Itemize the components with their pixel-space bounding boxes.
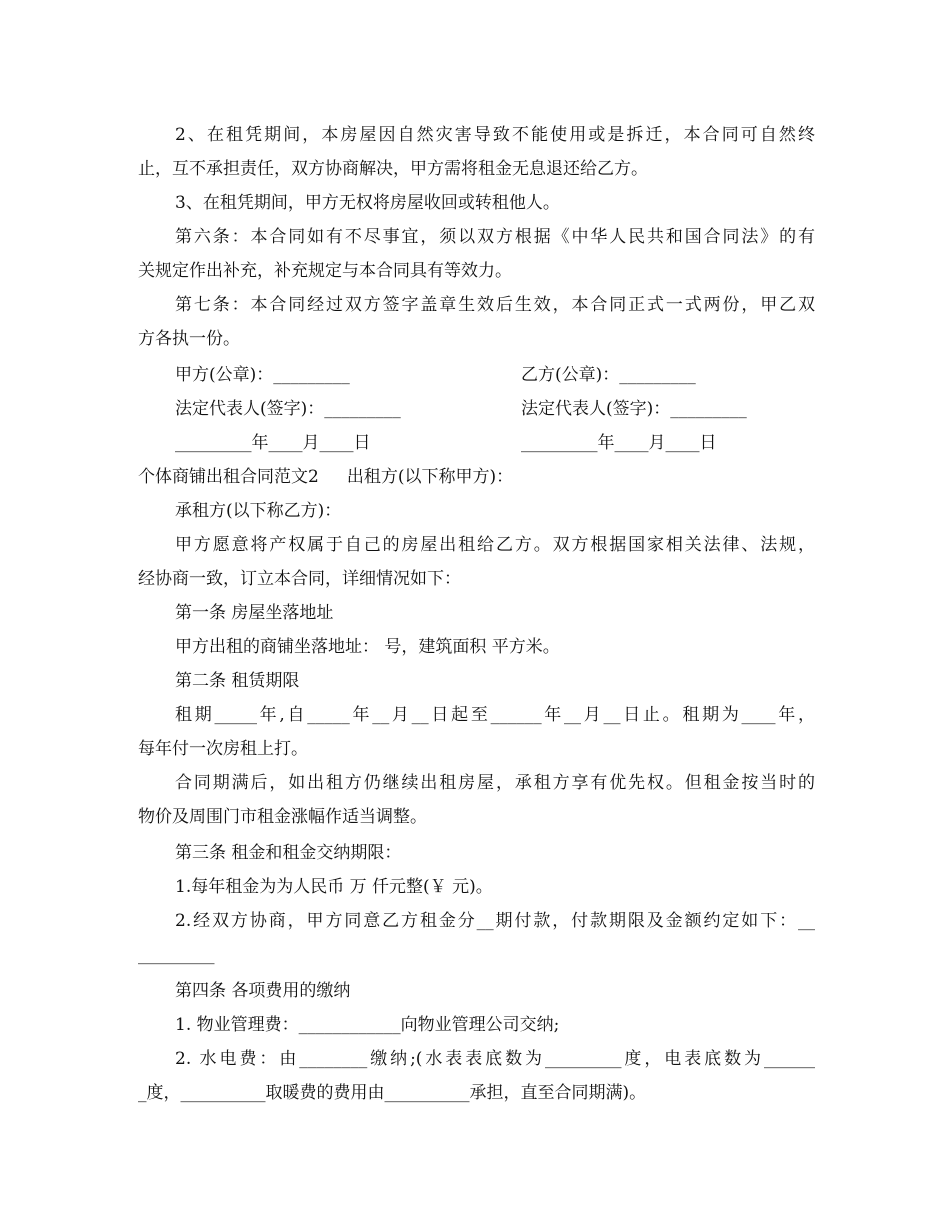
list-item-line: 2.经双方协商，甲方同意乙方租金分__期付款，付款期限及金额约定如下：__ bbox=[175, 911, 815, 931]
list-item: 1. 物业管理费：____________向物业管理公司交纳; bbox=[175, 1015, 560, 1035]
party-a-seal: 甲方(公章)：_________ bbox=[175, 365, 350, 385]
contract2-title: 个体商铺出租合同范文2 bbox=[138, 467, 319, 487]
paragraph-line: 物价及周围门市租金涨幅作适当调整。 bbox=[138, 807, 427, 827]
article-heading: 第四条 各项费用的缴纳 bbox=[175, 981, 351, 1001]
paragraph-line: 止，互不承担责任，双方协商解决，甲方需将租金无息退还给乙方。 bbox=[138, 159, 648, 179]
paragraph-line: 每年付一次房租上打。 bbox=[138, 739, 308, 759]
paragraph-line: 第六条：本合同如有不尽事宜，须以双方根据《中华人民共和国合同法》的有 bbox=[175, 227, 815, 247]
lessor-label: 出租方(以下称甲方)： bbox=[346, 467, 514, 487]
paragraph: 3、在租凭期间，甲方无权将房屋收回或转租他人。 bbox=[175, 193, 560, 213]
paragraph: 甲方出租的商铺坐落地址： 号，建筑面积 平方米。 bbox=[175, 637, 560, 657]
paragraph-line: 甲方愿意将产权属于自己的房屋出租给乙方。双方根据国家相关法律、法规， bbox=[175, 535, 815, 555]
paragraph-line: 合同期满后，如出租方仍继续出租房屋，承租方享有优先权。但租金按当时的 bbox=[175, 773, 815, 793]
party-a-representative: 法定代表人(签字)：_________ bbox=[175, 399, 401, 419]
party-a-date: _________年____月____日 bbox=[175, 433, 371, 453]
contract2-header-line bbox=[138, 460, 513, 494]
article-heading: 第一条 房屋坐落地址 bbox=[175, 603, 334, 623]
paragraph-line: 第七条：本合同经过双方签字盖章生效后生效，本合同正式一式两份，甲乙双 bbox=[175, 295, 815, 315]
lessee-label: 承租方(以下称乙方)： bbox=[175, 501, 342, 521]
list-item-line: _度，__________取暖费的费用由__________承担，直至合同期满)。 bbox=[138, 1083, 647, 1103]
party-b-representative: 法定代表人(签字)：_________ bbox=[521, 399, 747, 419]
list-item: 1.每年租金为为人民币 万 仟元整(￥ 元)。 bbox=[175, 877, 493, 897]
list-item-line: 2. 水电费：由________缴纳;(水表表底数为_________度，电表底数为______ bbox=[175, 1049, 815, 1069]
paragraph-line: 关规定作出补充，补充规定与本合同具有等效力。 bbox=[138, 261, 512, 281]
paragraph-line: 经协商一致，订立本合同，详细情况如下： bbox=[138, 569, 461, 589]
paragraph-line: 方各执一份。 bbox=[138, 329, 240, 349]
article-heading: 第二条 租赁期限 bbox=[175, 671, 300, 691]
article-heading: 第三条 租金和租金交纳期限： bbox=[175, 843, 402, 863]
paragraph-line: 租期_____年,自_____年__月__日起至______年__月__日止。租期为____年， bbox=[175, 705, 815, 725]
party-b-date: _________年____月____日 bbox=[521, 433, 717, 453]
paragraph-line: 2、在租凭期间，本房屋因自然灾害导致不能使用或是拆迁，本合同可自然终 bbox=[175, 125, 815, 145]
party-b-seal: 乙方(公章)：_________ bbox=[521, 365, 696, 385]
list-item-line: _________ bbox=[138, 945, 215, 965]
